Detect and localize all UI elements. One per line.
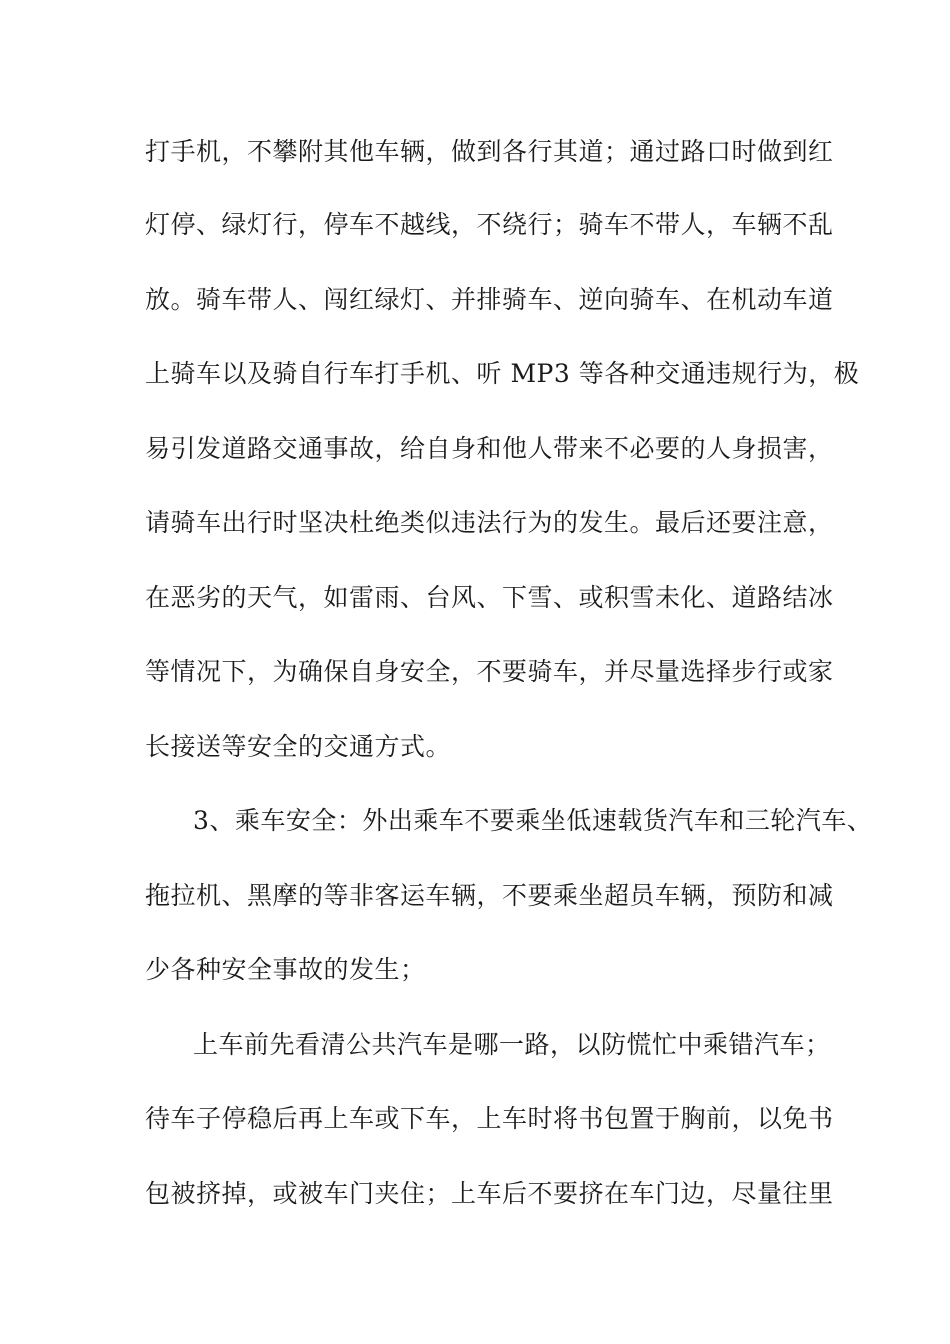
text-line: 等情况下，为确保自身安全，不要骑车，并尽量选择步行或家 — [145, 657, 834, 686]
text-line: 放。骑车带人、闯红绿灯、并排骑车、逆向骑车、在机动车道 — [145, 285, 834, 314]
text-line: 长接送等安全的交通方式。 — [145, 732, 452, 761]
text-line: 打手机，不攀附其他车辆，做到各行其道；通过路口时做到红 — [145, 137, 834, 166]
paragraph-first-line: 上车前先看清公共汽车是哪一路，以防慌忙中乘错汽车； — [193, 1030, 831, 1059]
text-line: 在恶劣的天气，如雷雨、台风、下雪、或积雪未化、道路结冰 — [145, 583, 834, 612]
text-line: 灯停、绿灯行，停车不越线，不绕行；骑车不带人，车辆不乱 — [145, 210, 834, 239]
text-line: 包被挤掉，或被车门夹住；上车后不要挤在车门边，尽量往里 — [145, 1179, 834, 1208]
text-line: 待车子停稳后再上车或下车，上车时将书包置于胸前，以免书 — [145, 1104, 834, 1133]
text-line: 易引发道路交通事故，给自身和他人带来不必要的人身损害， — [145, 434, 834, 463]
text-line: 拖拉机、黑摩的等非客运车辆，不要乘坐超员车辆，预防和减 — [145, 881, 834, 910]
text-line: 上骑车以及骑自行车打手机、听 MP3 等各种交通违规行为，极 — [145, 359, 860, 388]
paragraph-first-line: 3、乘车安全：外出乘车不要乘坐低速载货汽车和三轮汽车、 — [193, 806, 873, 835]
text-line: 少各种安全事故的发生； — [145, 955, 426, 984]
text-line: 请骑车出行时坚决杜绝类似违法行为的发生。最后还要注意， — [145, 508, 834, 537]
